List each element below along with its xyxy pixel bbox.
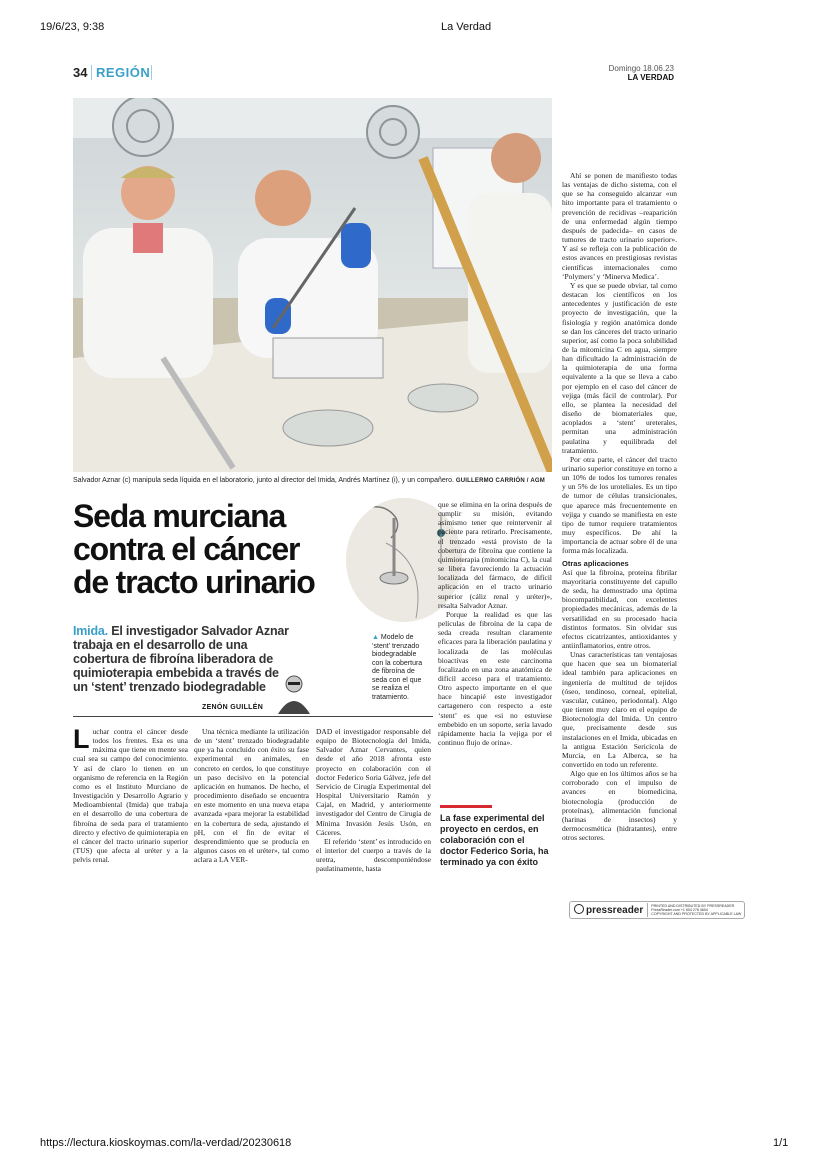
pressreader-logo bbox=[570, 904, 647, 916]
pressreader-notice bbox=[647, 903, 744, 917]
body-paragraph: Por otra parte, el cáncer del tracto urinario superior constituye en torno a un 10% de todos los tumores renales y un 5% de los uroteliales. Es un tipo de tumor de células transicionales, que aparece más frecuentemente en vejiga y cuando se manifiesta en este tipo de tumor requiere tratamientos muy específicos. De ahí la importancia de actuar sobre él de una forma más localizada. bbox=[562, 454, 677, 556]
author-avatar bbox=[274, 670, 314, 714]
stent-caption-text: Modelo de ‘stent’ trenzado biodegradable con la cobertura de fibroína de seda con el que se realiza el tratamiento. bbox=[372, 634, 423, 701]
author-portrait bbox=[274, 670, 314, 714]
body-paragraph: El referido ‘stent’ es introducido en el interior del cuerpo a través de la uretra, descomponiéndose paulatinamente, hasta bbox=[316, 836, 431, 874]
print-page-count: 1/1 bbox=[773, 1137, 789, 1149]
body-paragraph: Porque la realidad es que las películas de fibroína de la capa de seda creada resultan claramente eficaces para la liberación paulatina y localizada de las moléculas bioactivas en este carcinoma focalizado en una zona anatómica de difícil acceso para el tratamiento. Otro aspecto importante en el que hace hincapié este investigador cartagenero con respecto a este ‘stent’ es que «si no estuviese embebido en un soporte, sería lavado rápidamente hacia la vejiga por el continuo flujo de orina». bbox=[438, 609, 552, 748]
stent-caption bbox=[372, 634, 427, 702]
pressreader-line: PRINTED AND DISTRIBUTED BY PRESSREADER bbox=[651, 904, 735, 908]
body-column-3 bbox=[316, 727, 431, 874]
lead-text: El investigador Salvador Aznar trabaja en el desarrollo de una cobertura de fibroína liberadora de quimioterapia embebida a través de un ‘stent’ trenzado biodegradable bbox=[73, 624, 289, 694]
section-label: REGIÓN bbox=[96, 65, 151, 80]
body-paragraph: Unas características tan ventajosas que hacen que sea un biomaterial ideal también para aplicaciones en ingeniería de multitud de tejidos (óseo, tendinoso, corneal, epitelial, vascular, cutáneo, periodontal). Algo que tienen muy claro en el equipo de Biotecnología del Imida. Un centro que, precisamente desde sus instalaciones en el Imida, ubicadas en la antigua Estación Sericícola de Murcia, en La Alberca, se ha convertido en todo un referente. bbox=[562, 650, 677, 769]
body-paragraph: Así que la fibroína, proteína fibrilar mayoritaria constituyente del capullo de seda, ha demostrado una óptima biocompatibilidad, con excelentes propiedades mecánicas, además de la versatilidad en su procesado hacia distintos formatos. Sin olvidar sus efectos cicatrizantes, antioxidantes y antiinflamatorios, entre otros. bbox=[562, 567, 677, 650]
dropcap: L bbox=[73, 724, 90, 754]
byline: ZENÓN GUILLÉN bbox=[202, 704, 264, 711]
publication-name: LA VERDAD bbox=[627, 73, 674, 82]
lab-photo bbox=[73, 98, 552, 472]
photo-caption bbox=[73, 476, 553, 486]
byline-rule bbox=[73, 716, 433, 717]
body-paragraph: Ahí se ponen de manifiesto todas las ventajas de dicho sistema, con el que se ha conseguido alcanzar «un hito importante para el tratamiento o prevención de recidivas –reaparición de una enfermedad algún tiempo después de padecida– en casos de tumores de tracto urinario superior». Y así se refleja con la publicación de estos avances en prestigiosas revistas científicas internacionales como ‘Polymers’ y ‘Minerva Medica’. bbox=[562, 171, 677, 281]
body-paragraph: que se elimina en la orina después de cumplir su misión, evitando asimismo tener que reintervenir al paciente para retirarlo. Precisamente, el trenzado «está provisto de la cobertura de fibroína que contiene la quimioterapia (mitomicina C), la cual se libera favoreciendo la actuación localizada del fármaco, de difícil aplicación en el tracto urinario superior (cáliz renal y uréter)», resalta Salvador Aznar. bbox=[438, 500, 552, 610]
lead-kicker: Imida. bbox=[73, 624, 108, 638]
body-column-5 bbox=[562, 171, 677, 842]
print-datetime: 19/6/23, 9:38 bbox=[40, 21, 105, 33]
headline-line: Seda murciana bbox=[73, 498, 286, 534]
body-paragraph: Y es que se puede obviar, tal como destacan los científicos en los antecedentes y justificación de este proyecto de investigación, que la fisiología y región anatómica donde se dan los cánceres del tracto urinario superior, así como la poca solubilidad de la mitomicina C en agua, siempre han dificultado la administración de la quimioterapia de una forma equivalente a la que se lleva a cabo por ejemplo en el caso del cáncer de vejiga (más fácil de controlar). Por ello, se plantea la necesidad del diseño de biomateriales que, acoplados a ‘stent’ ureterales, permitan una administración paulatina y equilibrada del tratamiento. bbox=[562, 280, 677, 455]
photo-credit: GUILLERMO CARRIÓN / AGM bbox=[455, 478, 545, 484]
photo-caption-text: Salvador Aznar (c) manipula seda líquida en el laboratorio, junto al director del Imida, Andrés Martínez (i), y un compañero. bbox=[73, 477, 454, 484]
body-paragraph: Una técnica mediante la utilización de un ‘stent’ trenzado biodegradable que ya ha concluido con éxito su fase experimental en animales, en concreto en cerdos, lo que constituye un paso decisivo en la potencial aplicación en humanos. De hecho, el procedimiento diseñado se encuentra en este momento en una nueva etapa avanzada «para mejorar la estabilidad en la cobertura de seda, ajustando el pH, con el fin de evitar el desprendimiento que se producía en algunos casos en el uréter», tal como aclara a LA VER- bbox=[194, 727, 309, 865]
body-column-2 bbox=[194, 727, 309, 864]
body-paragraph: uchar contra el cáncer desde todos los frentes. Esa es una máxima que tiene en mente sea cual sea su campo del conocimiento. Y así de claro lo tienen en un organismo de referencia en la Región como es el Instituto Murciano de Investigación y Desarrollo Agrario y Medioambiental (Imida) que trabaja en el desarrollo de una cobertura de fibroína de seda para el tratamiento directo y efectivo de quimioterapia en el cáncer del tracto urinario superior (TUS) que afecta al uréter y a la pelvis renal. bbox=[73, 727, 188, 865]
pressreader-line: PressReader.com +1 604 278 4604 bbox=[651, 908, 708, 912]
subheading: Otras aplicaciones bbox=[562, 558, 629, 568]
lab-photo-illustration bbox=[73, 98, 552, 472]
page-number: 34 bbox=[73, 65, 88, 80]
headline-line: contra el cáncer bbox=[73, 531, 300, 567]
body-paragraph: DAD el investigador responsable del equipo de Biotecnología del Imida, Salvador Aznar Cervantes, quien desde el año 2018 afronta este proyecto en colaboración con el doctor Federico Soria Gálvez, jefe del Servicio de Cirugía Experimental del Hospital Universitario Ramón y Cajal, en Madrid, y anteriormente investigador del Centro de Cirugía de Mínima Invasión Jesús Usón, en Cáceres. bbox=[316, 727, 431, 837]
pressreader-badge[interactable] bbox=[569, 901, 745, 919]
pull-quote-accent bbox=[440, 805, 492, 808]
pressreader-line: COPYRIGHT AND PROTECTED BY APPLICABLE LAW bbox=[651, 912, 742, 916]
print-url[interactable]: https://lectura.kioskoymas.com/la-verdad/20230618 bbox=[40, 1137, 292, 1149]
triangle-icon: ▲ bbox=[372, 634, 379, 641]
body-column-4 bbox=[438, 500, 552, 747]
pressreader-icon bbox=[574, 904, 584, 914]
pull-quote: La fase experimental del proyecto en cerdos, en colaboración con el doctor Federico Soria, ha terminado ya con éxito bbox=[440, 813, 549, 867]
pressreader-logo-text: pressreader bbox=[586, 905, 644, 916]
header-separator bbox=[91, 65, 92, 80]
print-site-title: La Verdad bbox=[441, 21, 492, 33]
headline-line: de tracto urinario bbox=[73, 564, 315, 600]
headline bbox=[73, 500, 373, 599]
issue-info bbox=[609, 64, 674, 82]
body-column-1 bbox=[73, 724, 188, 865]
lead-paragraph bbox=[73, 624, 293, 694]
issue-date: Domingo 18.06.23 bbox=[608, 64, 674, 73]
body-paragraph: Algo que en los últimos años se ha corroborado con el impulso de avances en biomedicina, biotecnología (producción de proteínas), alimentación funcional (harinas de insectos) y dermocosmética (hidratantes), entre otros sectores. bbox=[562, 769, 677, 843]
header-separator bbox=[151, 65, 152, 80]
